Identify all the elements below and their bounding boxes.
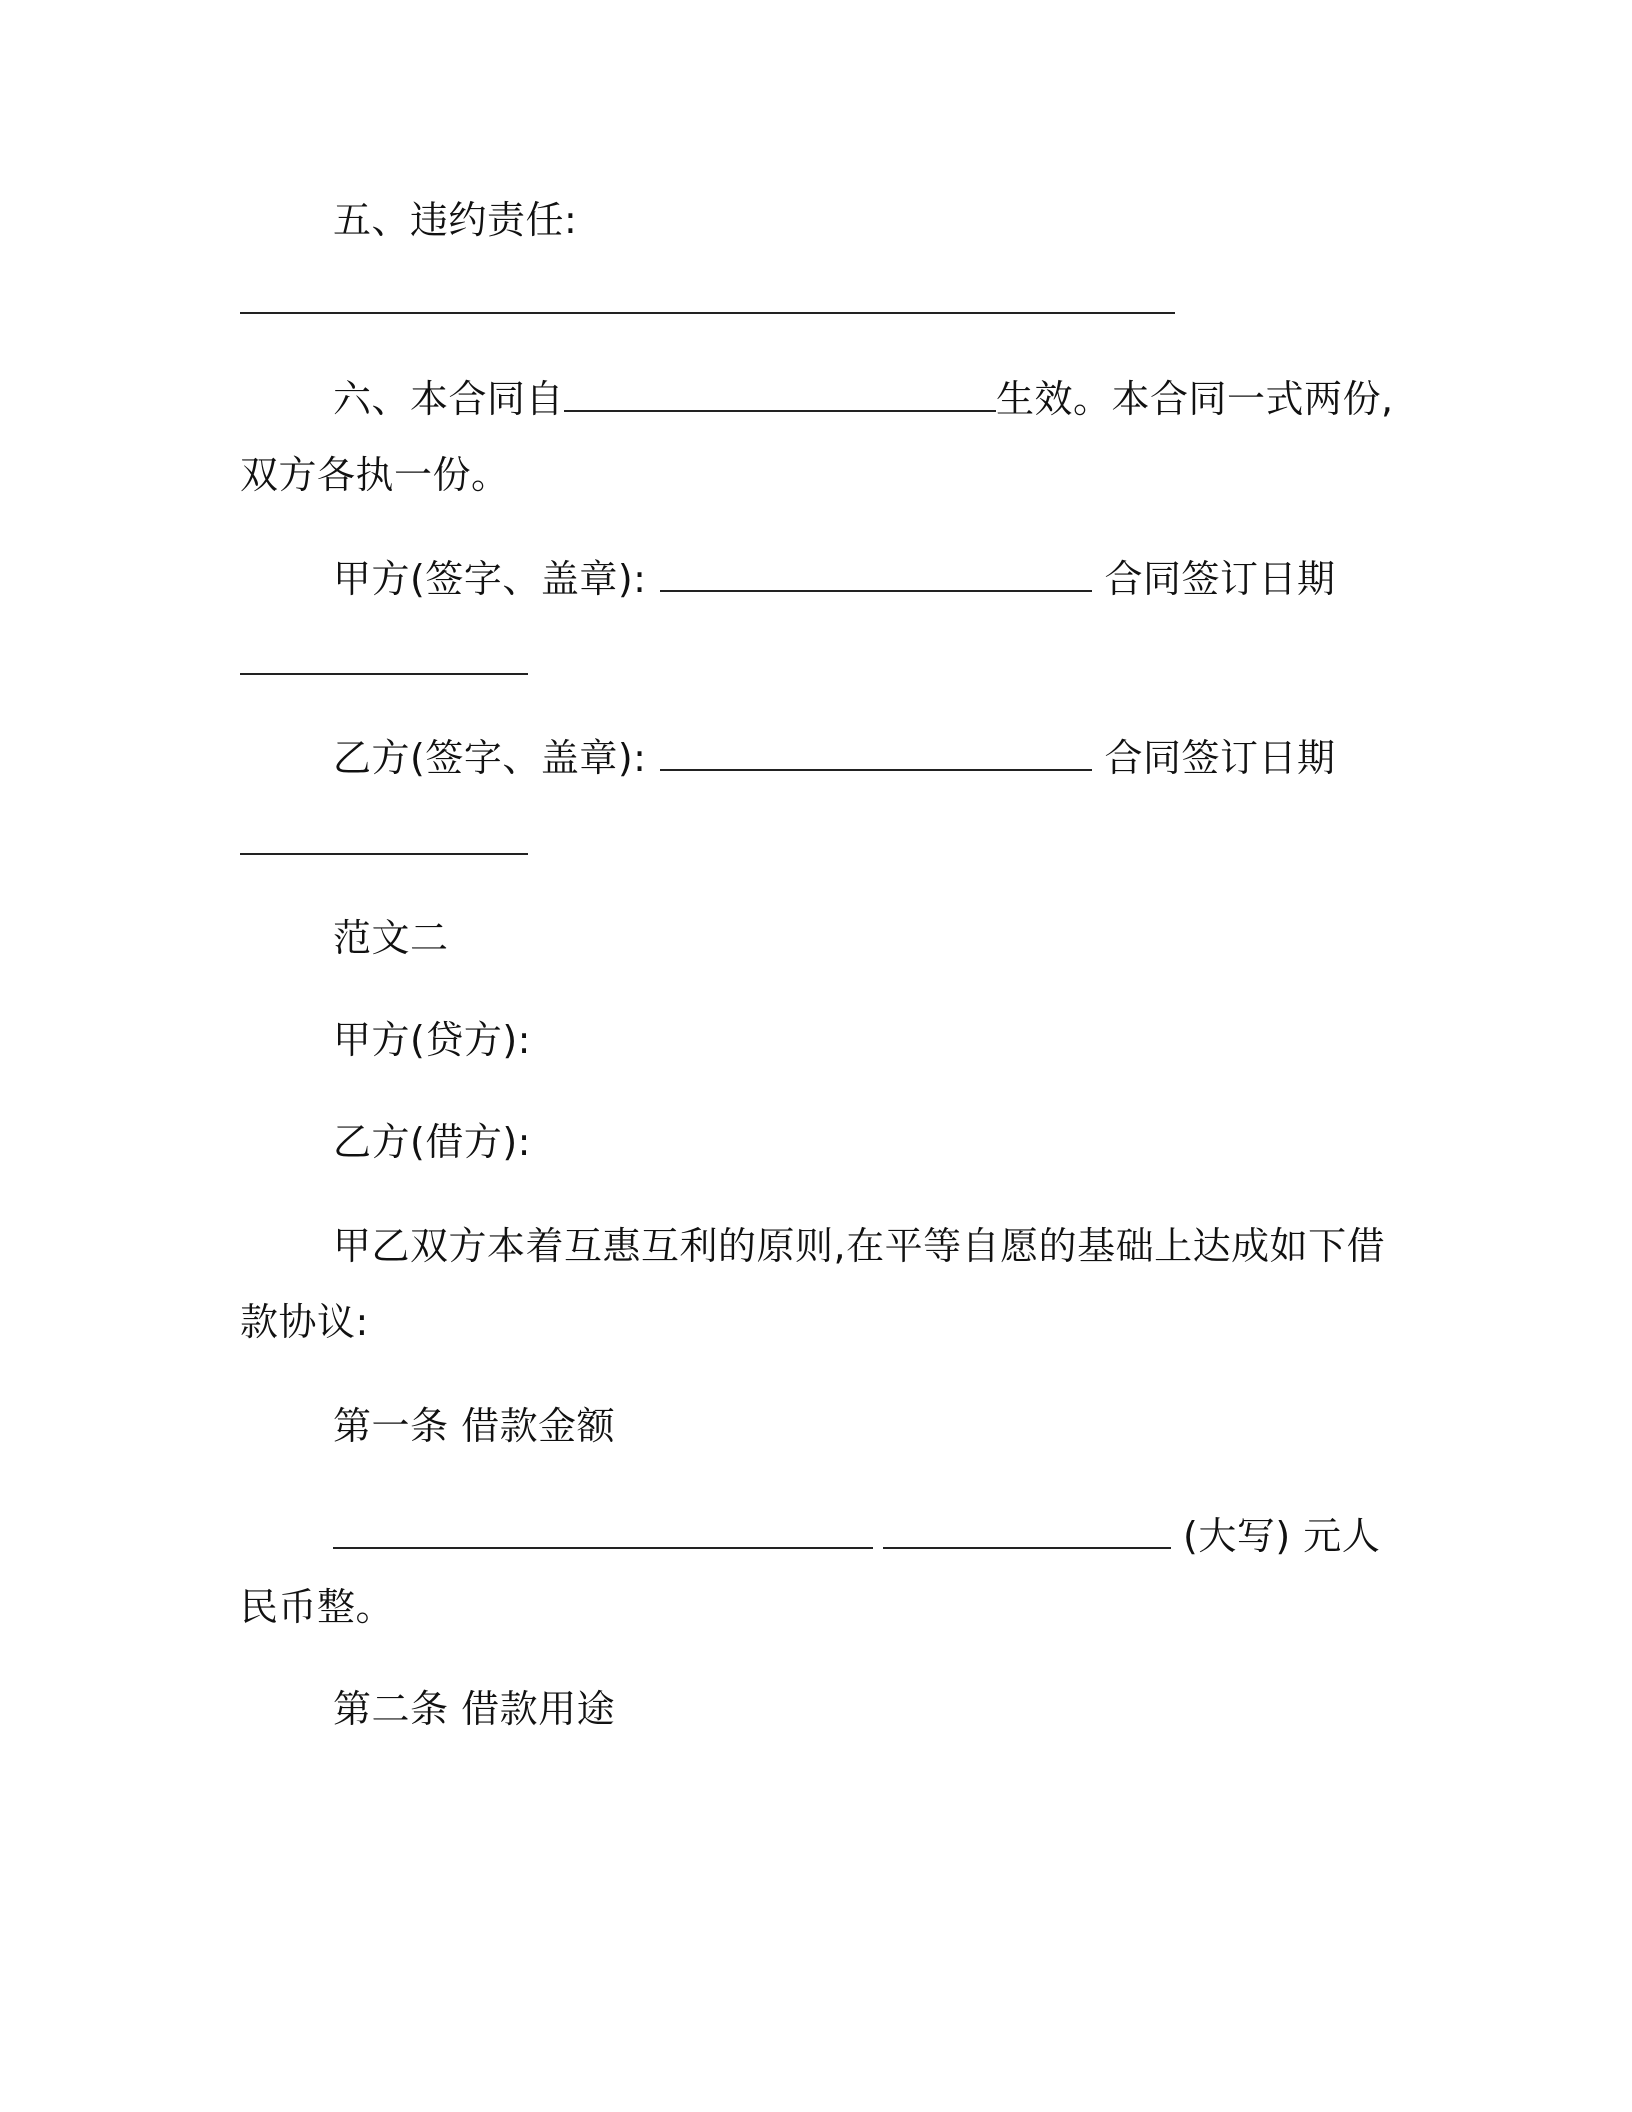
party-b-sign-label: 乙方(签字、盖章): <box>333 736 647 780</box>
section6-suffix: 生效。本合同一式两份, <box>996 377 1394 421</box>
effective-date-blank <box>564 380 996 412</box>
section5-title: 五、违约责任: <box>333 198 578 242</box>
article2-title: 第二条 借款用途 <box>333 1687 616 1731</box>
section6-prefix: 六、本合同自 <box>333 377 565 421</box>
party-a-sign-blank <box>660 560 1092 592</box>
party-b-sign-line <box>333 734 1335 782</box>
amount-capital-blank <box>883 1517 1171 1549</box>
amount-line2: 民币整。 <box>240 1585 395 1629</box>
party-a-sign-line <box>333 555 1335 603</box>
article1-title: 第一条 借款金额 <box>333 1404 616 1448</box>
preamble-line1: 甲乙双方本着互惠互利的原则,在平等自愿的基础上达成如下借 <box>333 1224 1386 1268</box>
party-b-date-blank <box>240 853 528 855</box>
section6-line2: 双方各执一份。 <box>240 453 510 497</box>
party-b-date-label: 合同签订日期 <box>1104 736 1336 780</box>
borrower-label: 乙方(借方): <box>333 1120 531 1164</box>
section5-blank-line <box>240 312 1175 314</box>
party-b-sign-blank <box>660 739 1092 771</box>
amount-line <box>333 1512 1380 1560</box>
sample2-title: 范文二 <box>333 916 449 960</box>
lender-label: 甲方(贷方): <box>333 1018 531 1062</box>
section6-line1 <box>333 375 1394 423</box>
party-a-date-label: 合同签订日期 <box>1104 557 1336 601</box>
party-a-sign-label: 甲方(签字、盖章): <box>333 557 647 601</box>
amount-number-blank <box>333 1517 873 1549</box>
amount-capital-note: (大写) 元人 <box>1183 1514 1381 1558</box>
party-a-date-blank <box>240 673 528 675</box>
preamble-line2: 款协议: <box>240 1300 369 1344</box>
